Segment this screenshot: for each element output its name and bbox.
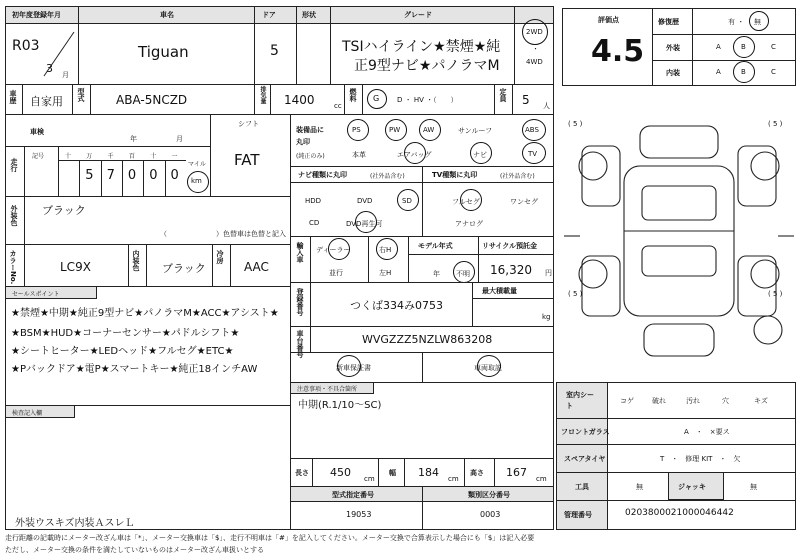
class-number-label: 類別区分番号 xyxy=(468,491,510,499)
interior-grade-b: B xyxy=(741,68,746,76)
height-label: 高さ xyxy=(470,469,484,477)
grade-label: グレード xyxy=(404,11,432,19)
seat-option: コゲ xyxy=(620,397,634,405)
displacement-label: 排気量 xyxy=(259,86,266,104)
width-value: 184 xyxy=(418,466,439,479)
seat-option: 穴 xyxy=(722,397,729,405)
import-left-h: 左H xyxy=(379,269,392,277)
car-name-value: Tiguan xyxy=(138,43,189,61)
cc-unit: cc xyxy=(334,102,342,110)
equipment-sublabel: 丸印 xyxy=(296,138,310,146)
color-code-label: カラーNo. xyxy=(9,250,17,285)
score-label: 評価点 xyxy=(598,16,619,24)
mileage-digit-header: 万 xyxy=(86,153,93,160)
sales-point-line-2: ★BSM★HUD★コーナーセンサー★パドルシフト★ xyxy=(11,328,240,339)
color-value: ブラック xyxy=(42,204,86,217)
repair-options: 有 ・ xyxy=(728,18,745,26)
use-value: 自家用 xyxy=(30,95,63,108)
exterior-grade-b: B xyxy=(741,43,746,51)
class-number-value: 0003 xyxy=(480,510,501,519)
plate-label: 登録番号 xyxy=(296,288,304,316)
equip-sunroof: サンルーフ xyxy=(458,127,493,135)
shift-label: シフト xyxy=(238,120,259,128)
inspection-year-unit: 年 xyxy=(130,135,137,143)
capacity-value: 5 xyxy=(522,93,530,107)
diag-marker-tr: ( 5 ) xyxy=(768,120,783,128)
notes-value: 中期(R.1/10〜SC) xyxy=(298,400,382,411)
type-number-value: 19053 xyxy=(346,510,372,519)
equipment-note: (純正のみ) xyxy=(296,153,325,160)
spare-label: スペアタイヤ xyxy=(564,455,606,463)
use-label: 車歴 xyxy=(9,90,17,104)
mile-label: マイル xyxy=(188,161,206,168)
tv-oneseg: ワンセグ xyxy=(510,198,538,206)
first-reg-era: R03 xyxy=(12,38,40,54)
max-load-unit: kg xyxy=(542,313,551,321)
type-number-label: 型式指定番号 xyxy=(332,491,374,499)
tv-types-title: TV種類に丸印 xyxy=(432,171,478,179)
exterior-grade-c: C xyxy=(771,43,776,51)
diag-marker-bl: ( 5 ) xyxy=(568,290,583,298)
equip-abs: ABS xyxy=(525,126,539,134)
first-reg-label: 初年度登録年月 xyxy=(12,11,61,19)
capacity-unit: 人 xyxy=(543,102,550,110)
car-body-diagram xyxy=(562,96,796,378)
import-right-h: 右H xyxy=(379,246,392,254)
doors-value: 5 xyxy=(270,43,279,59)
width-label: 幅 xyxy=(389,469,396,477)
seat-option: 破れ xyxy=(652,397,666,405)
glass-label: フロントガラス xyxy=(561,428,610,436)
mileage-label: 走行 xyxy=(10,158,18,172)
mileage-digit-header: 十 xyxy=(65,153,72,160)
equip-navi: ナビ xyxy=(473,151,487,159)
import-dealer: ディーラー xyxy=(316,246,351,254)
equip-tv: TV xyxy=(528,150,538,158)
color-code-value: LC9X xyxy=(60,260,91,274)
grade-line2: 正9型ナビ★パノラマM xyxy=(354,58,500,74)
jack-label: ジャッキ xyxy=(678,483,706,491)
height-value: 167 xyxy=(506,466,527,479)
recycle-yen-unit: 円 xyxy=(545,269,552,277)
interior-color-label: 内装色 xyxy=(132,250,140,271)
km-label: km xyxy=(191,177,202,185)
inspection-month-unit: 月 xyxy=(176,135,183,143)
mileage-symbol-label: 記号 xyxy=(32,153,45,160)
mileage-digit-header: 百 xyxy=(128,153,135,160)
height-unit: cm xyxy=(536,475,547,483)
mileage-digit: 7 xyxy=(106,168,115,183)
sales-points-label: セールスポイント xyxy=(12,291,60,298)
max-load-label: 最大積載量 xyxy=(482,287,517,295)
equip-ps: PS xyxy=(352,126,361,134)
tv-types-note: (社外品含む) xyxy=(500,173,535,180)
mileage-digit-header: 千 xyxy=(107,153,114,160)
interior-label: 内装 xyxy=(666,69,680,77)
color-note: （ ）色替車は色替と記入 xyxy=(160,230,286,238)
mileage-digit-header: 一 xyxy=(171,153,178,160)
equip-aw: AW xyxy=(423,126,435,134)
navi-types-note: (社外品含む) xyxy=(370,173,405,180)
model-label: 型式 xyxy=(77,88,85,102)
navi-cd: CD xyxy=(309,219,320,227)
mileage-digit: 0 xyxy=(127,168,137,183)
door-label: ドア xyxy=(262,11,276,19)
navi-types-title: ナビ種類に丸印 xyxy=(298,171,347,179)
navi-hdd: HDD xyxy=(305,197,322,205)
ac-label: 冷房 xyxy=(216,250,224,264)
tv-analog: アナログ xyxy=(455,220,483,228)
header-row xyxy=(5,6,554,24)
2wd-option: 2WD xyxy=(526,28,543,36)
model-value: ABA-5NCZD xyxy=(116,93,188,107)
plate-value: つくば334み0753 xyxy=(350,299,443,312)
score-value: 4.5 xyxy=(591,34,645,69)
seat-option: キズ xyxy=(754,397,768,405)
shift-value: FAT xyxy=(234,151,260,169)
mileage-digit: 0 xyxy=(149,168,158,183)
length-label: 長さ xyxy=(295,469,309,477)
equip-pw: PW xyxy=(389,126,401,134)
first-reg-month: 3 xyxy=(46,62,53,75)
model-year-unit: 年 xyxy=(433,270,440,278)
fuel-other: D ・ HV ・（ ） xyxy=(397,96,458,104)
equip-airbag: エアバッグ xyxy=(397,151,432,159)
fuel-gas: G xyxy=(373,94,380,103)
tools-label: 工具 xyxy=(575,483,589,491)
manual-label: 車両取説 xyxy=(474,364,502,372)
inspection-label: 車検 xyxy=(30,128,44,136)
import-parallel: 並行 xyxy=(329,269,343,277)
equip-leather: 本革 xyxy=(352,151,366,159)
warranty-label: 新車保証書 xyxy=(336,364,371,372)
navi-sd: SD xyxy=(402,197,412,205)
model-year-label: モデル年式 xyxy=(418,242,453,250)
chassis-label: 車台番号 xyxy=(296,330,304,358)
import-label: 輸入車 xyxy=(296,242,304,263)
capacity-label: 定員 xyxy=(499,88,507,102)
tv-fullseg: フルセグ xyxy=(452,198,480,206)
navi-dvd-play: DVD再生可 xyxy=(346,220,383,228)
mileage-digit-header: 十 xyxy=(150,153,157,160)
diag-marker-tl: ( 5 ) xyxy=(568,120,583,128)
length-unit: cm xyxy=(364,475,375,483)
chassis-value: WVGZZZ5NZLW863208 xyxy=(362,333,493,346)
sales-point-line-1: ★禁煙★中期★純正9型ナビ★パノラマM★ACC★アシスト★ xyxy=(11,308,279,319)
fuel-label: 燃料 xyxy=(349,88,357,102)
spare-options: T ・ 修理 KIT ・ 欠 xyxy=(660,455,741,463)
repair-label: 修復歴 xyxy=(658,18,679,26)
seat-option: 汚れ xyxy=(686,397,700,405)
drive-dot: ・ xyxy=(532,45,539,53)
tools-value: 無 xyxy=(636,483,643,491)
shape-label: 形状 xyxy=(302,11,316,19)
footer-line-1: 走行距離の記載時にメーター改ざん車は「*」、メーター交換車は「$」、走行不明車は「#」を記入してください。メーター交換で合算表示した場合にも「$」は記入必要 xyxy=(5,534,535,542)
interior-grade-c: C xyxy=(771,68,776,76)
mileage-digit: 0 xyxy=(170,168,179,183)
4wd-option: 4WD xyxy=(526,58,543,66)
diag-marker-br: ( 5 ) xyxy=(768,290,783,298)
interior-grade-a: A xyxy=(716,68,721,76)
sales-point-line-3: ★シートヒーター★LEDヘッド★フルセグ★ETC★ xyxy=(11,346,234,357)
mgmt-label: 管理番号 xyxy=(564,511,592,519)
glass-options: A ・ ×要ス xyxy=(684,428,730,436)
grade-line1: TSIハイライン★禁煙★純 xyxy=(342,39,501,55)
displacement-value: 1400 xyxy=(284,93,315,107)
width-unit: cm xyxy=(448,475,459,483)
car-name-label: 車名 xyxy=(160,11,174,19)
mileage-digit: 5 xyxy=(85,168,94,183)
sales-point-line-4: ★Pバックドア★電P★スマートキー★純正18インチAW xyxy=(11,364,258,375)
model-year-unknown: 不明 xyxy=(456,270,470,278)
ac-value: AAC xyxy=(244,260,269,274)
footer-line-2: ただし、メーター交換の条件を満たしていないものはメーター改ざん車扱いとする xyxy=(5,546,264,554)
first-reg-month-unit: 月 xyxy=(62,71,69,79)
interior-color-value: ブラック xyxy=(162,262,206,275)
mgmt-value: 0203800021000046442 xyxy=(625,508,734,518)
recycle-label: リサイクル預託金 xyxy=(482,242,538,250)
seat-label: 室内シート xyxy=(566,391,594,410)
jack-value: 無 xyxy=(750,483,757,491)
color-label: 外装色 xyxy=(10,205,18,226)
notes-label: 注意事項・不具合箇所 xyxy=(297,386,358,393)
exterior-grade-a: A xyxy=(716,43,721,51)
recycle-value: 16,320 xyxy=(490,263,532,277)
exterior-label: 外装 xyxy=(666,44,680,52)
length-value: 450 xyxy=(330,466,351,479)
repair-selected: 無 xyxy=(754,18,761,26)
inspector-value: 外装ウスキズ内装ＡスレＬ xyxy=(15,518,135,529)
navi-dvd: DVD xyxy=(357,197,373,205)
equipment-label: 装備品に xyxy=(296,126,324,134)
inspector-label: 検査記入欄 xyxy=(12,410,43,417)
